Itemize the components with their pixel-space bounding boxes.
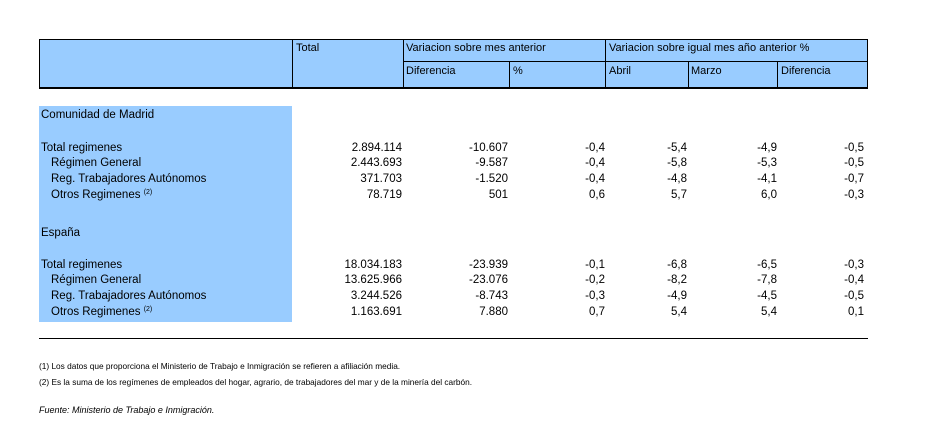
row-label: Régimen General bbox=[51, 274, 142, 286]
row-label-with-note bbox=[51, 189, 152, 201]
cell-diferencia-2: -0,3 bbox=[844, 259, 864, 271]
cell-abril: -5,8 bbox=[667, 157, 687, 169]
cell-pct: -0,1 bbox=[585, 259, 605, 271]
cell-diferencia-2: -0,5 bbox=[844, 142, 864, 154]
cell-pct: -0,4 bbox=[585, 173, 605, 185]
cell-abril: 5,7 bbox=[671, 189, 687, 201]
row-label: Total regimenes bbox=[41, 142, 123, 154]
header-bottom-border bbox=[39, 87, 868, 89]
cell-marzo: -4,5 bbox=[757, 290, 777, 302]
header-abril: Abril bbox=[609, 65, 632, 77]
cell-marzo: 5,4 bbox=[761, 306, 777, 318]
row-label: Total regimenes bbox=[41, 259, 123, 271]
header-diferencia-2: Diferencia bbox=[781, 65, 831, 77]
cell-abril: -4,8 bbox=[667, 173, 687, 185]
cell-marzo: -5,3 bbox=[757, 157, 777, 169]
header-total: Total bbox=[296, 42, 320, 54]
row-label: Reg. Trabajadores Autónomos bbox=[51, 290, 207, 302]
footnote-ref: (2) bbox=[143, 306, 153, 313]
cell-total: 3.244.526 bbox=[350, 290, 402, 302]
header-diferencia: Diferencia bbox=[406, 65, 456, 77]
cell-diferencia-2: -0,5 bbox=[844, 290, 864, 302]
row-label: Régimen General bbox=[51, 157, 142, 169]
cell-total: 1.163.691 bbox=[350, 306, 402, 318]
cell-marzo: 6,0 bbox=[761, 189, 777, 201]
cell-abril: -6,8 bbox=[667, 259, 687, 271]
footnote-2: (2) Es la suma de los regímenes de empleados del hogar, agrario, de trabajadores del mar y de la minería del carbón. bbox=[39, 377, 473, 387]
header-left-border bbox=[39, 39, 40, 88]
cell-pct: -0,2 bbox=[585, 274, 605, 286]
cell-marzo: -4,9 bbox=[757, 142, 777, 154]
cell-diferencia-2: -0,7 bbox=[844, 173, 864, 185]
cell-abril: 5,4 bbox=[671, 306, 687, 318]
cell-marzo: -4,1 bbox=[757, 173, 777, 185]
cell-marzo: -6,5 bbox=[757, 259, 777, 271]
header-divider bbox=[509, 61, 510, 88]
cell-total: 18.034.183 bbox=[344, 259, 402, 271]
cell-marzo: -7,8 bbox=[757, 274, 777, 286]
row-label: Reg. Trabajadores Autónomos bbox=[51, 173, 207, 185]
cell-total: 371.703 bbox=[360, 173, 402, 185]
cell-diferencia: -9.587 bbox=[475, 157, 508, 169]
row-label: Otros Regimenes bbox=[51, 189, 141, 201]
cell-diferencia-2: -0,4 bbox=[844, 274, 864, 286]
cell-abril: -5,4 bbox=[667, 142, 687, 154]
cell-abril: -4,9 bbox=[667, 290, 687, 302]
cell-total: 2.894.114 bbox=[351, 142, 402, 154]
cell-pct: -0,4 bbox=[585, 157, 605, 169]
section-title: Comunidad de Madrid bbox=[41, 109, 155, 121]
cell-diferencia: -23.939 bbox=[468, 259, 508, 271]
cell-total: 13.625.966 bbox=[344, 274, 402, 286]
cell-diferencia-2: -0,5 bbox=[844, 157, 864, 169]
section-title: España bbox=[41, 227, 81, 239]
cell-diferencia: 501 bbox=[488, 189, 508, 201]
header-var-mes: Variacion sobre mes anterior bbox=[406, 42, 546, 54]
cell-abril: -8,2 bbox=[667, 274, 687, 286]
cell-total: 2.443.693 bbox=[350, 157, 402, 169]
header-pct: % bbox=[513, 65, 523, 77]
source-note: Fuente: Ministerio de Trabajo e Inmigración. bbox=[39, 405, 215, 415]
cell-diferencia-2: 0,1 bbox=[848, 306, 864, 318]
cell-diferencia: -10.607 bbox=[468, 142, 508, 154]
cell-diferencia: -23.076 bbox=[468, 274, 508, 286]
header-divider bbox=[777, 61, 778, 88]
cell-diferencia: -1.520 bbox=[475, 173, 508, 185]
header-right-border bbox=[867, 39, 868, 88]
footnote-ref: (2) bbox=[143, 189, 153, 196]
header-var-anio: Variacion sobre igual mes año anterior % bbox=[609, 42, 810, 54]
header-mid-border bbox=[403, 61, 868, 62]
cell-diferencia: -8.743 bbox=[475, 290, 508, 302]
footnote-1: (1) Los datos que proporciona el Ministerio de Trabajo e Inmigración se refieren a afiliación media. bbox=[39, 361, 401, 371]
header-divider bbox=[688, 61, 689, 88]
header-divider bbox=[605, 39, 606, 88]
header-divider bbox=[403, 39, 404, 88]
cell-pct: -0,4 bbox=[585, 142, 605, 154]
header-divider bbox=[292, 39, 293, 88]
cell-diferencia-2: -0,3 bbox=[844, 189, 864, 201]
cell-pct: 0,6 bbox=[589, 189, 605, 201]
cell-total: 78.719 bbox=[366, 189, 402, 201]
cell-pct: 0,7 bbox=[589, 306, 605, 318]
header-marzo: Marzo bbox=[691, 65, 722, 77]
cell-diferencia: 7.880 bbox=[479, 306, 508, 318]
row-label-with-note bbox=[51, 306, 152, 318]
table-bottom-rule bbox=[39, 338, 868, 339]
cell-pct: -0,3 bbox=[585, 290, 605, 302]
header-top-border bbox=[39, 39, 868, 40]
row-label: Otros Regimenes bbox=[51, 306, 141, 318]
